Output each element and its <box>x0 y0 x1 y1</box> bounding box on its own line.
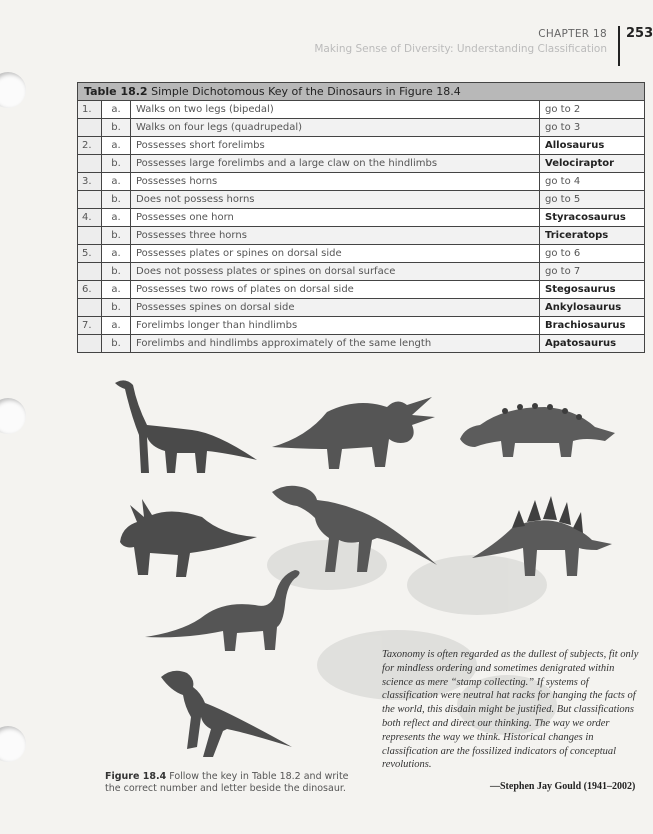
row-description: Does not possess plates or spines on dorsal surface <box>131 263 540 281</box>
chapter-label: CHAPTER 18 <box>538 28 607 40</box>
row-result: go to 4 <box>540 173 645 191</box>
table-title-text: Simple Dichotomous Key of the Dinosaurs in Figure 18.4 <box>151 85 461 98</box>
row-letter: a. <box>102 137 131 155</box>
table-row <box>78 227 645 245</box>
table-row <box>78 155 645 173</box>
table-row <box>78 137 645 155</box>
table-row <box>78 101 645 119</box>
chapter-subtitle: Making Sense of Diversity: Understanding Classification <box>314 43 607 55</box>
row-number: 3. <box>78 173 102 191</box>
row-result: Apatosaurus <box>540 335 645 353</box>
binder-hole-top <box>0 72 26 108</box>
row-number: 7. <box>78 317 102 335</box>
header-divider <box>618 26 620 66</box>
figure-label: Figure 18.4 <box>105 771 167 782</box>
row-result: go to 2 <box>540 101 645 119</box>
row-description: Does not possess horns <box>131 191 540 209</box>
row-number <box>78 191 102 209</box>
row-result: Ankylosaurus <box>540 299 645 317</box>
row-letter: a. <box>102 281 131 299</box>
row-number <box>78 155 102 173</box>
row-number <box>78 299 102 317</box>
row-letter: b. <box>102 155 131 173</box>
row-letter: a. <box>102 209 131 227</box>
row-result: go to 3 <box>540 119 645 137</box>
apatosaurus-illustration <box>145 565 305 655</box>
running-header <box>314 28 607 55</box>
row-result: Brachiosaurus <box>540 317 645 335</box>
row-letter: b. <box>102 227 131 245</box>
table-row <box>78 335 645 353</box>
brachiosaurus-illustration <box>107 375 267 475</box>
row-number <box>78 335 102 353</box>
row-letter: b. <box>102 119 131 137</box>
table-row <box>78 119 645 137</box>
table-title <box>78 83 645 101</box>
row-description: Possesses two rows of plates on dorsal side <box>131 281 540 299</box>
stegosaurus-illustration <box>467 488 617 580</box>
table-row <box>78 245 645 263</box>
table-row <box>78 263 645 281</box>
row-letter: a. <box>102 245 131 263</box>
row-number <box>78 227 102 245</box>
table-row <box>78 209 645 227</box>
velociraptor-illustration <box>157 667 297 759</box>
row-result: go to 7 <box>540 263 645 281</box>
dichotomous-key-table <box>77 82 645 353</box>
figure-caption-text: Follow the key in Table 18.2 and write the correct number and letter beside the dinosaur. <box>105 771 349 794</box>
table-row <box>78 191 645 209</box>
table-row <box>78 173 645 191</box>
row-letter: b. <box>102 191 131 209</box>
row-description: Possesses three horns <box>131 227 540 245</box>
row-letter: b. <box>102 299 131 317</box>
triceratops-illustration <box>267 387 442 472</box>
row-result: Styracosaurus <box>540 209 645 227</box>
row-letter: a. <box>102 101 131 119</box>
row-number: 4. <box>78 209 102 227</box>
row-number: 1. <box>78 101 102 119</box>
row-description: Possesses horns <box>131 173 540 191</box>
table-row <box>78 299 645 317</box>
row-number <box>78 119 102 137</box>
row-description: Possesses plates or spines on dorsal side <box>131 245 540 263</box>
row-result: Triceratops <box>540 227 645 245</box>
row-result: Stegosaurus <box>540 281 645 299</box>
row-description: Forelimbs and hindlimbs approximately of the same length <box>131 335 540 353</box>
row-number: 5. <box>78 245 102 263</box>
page-number: 253 <box>626 26 653 41</box>
row-letter: a. <box>102 317 131 335</box>
row-description: Possesses one horn <box>131 209 540 227</box>
quote-attribution: —Stephen Jay Gould (1941–2002) <box>490 781 636 792</box>
row-description: Walks on two legs (bipedal) <box>131 101 540 119</box>
row-letter: b. <box>102 335 131 353</box>
table-row <box>78 281 645 299</box>
row-number: 6. <box>78 281 102 299</box>
table-body <box>78 101 645 353</box>
row-letter: a. <box>102 173 131 191</box>
row-number: 2. <box>78 137 102 155</box>
table-row <box>78 317 645 335</box>
row-result: go to 5 <box>540 191 645 209</box>
row-result: Allosaurus <box>540 137 645 155</box>
figure-caption <box>105 771 355 795</box>
row-number <box>78 263 102 281</box>
row-description: Walks on four legs (quadrupedal) <box>131 119 540 137</box>
row-letter: b. <box>102 263 131 281</box>
quote-text: Taxonomy is often regarded as the dullest of subjects, fit only for mindless ordering and sometimes denigrated within science as mere “stamp collecting.” If systems of classification were neutral hat racks for hanging the facts of the world, this disdain might be justified. But classifications both reflect and direct our thinking. The way we order represents the way we think. Historical changes in classification are the fossilized indicators of conceptual revolutions. <box>382 649 639 771</box>
row-description: Possesses spines on dorsal side <box>131 299 540 317</box>
row-result: go to 6 <box>540 245 645 263</box>
row-result: Velociraptor <box>540 155 645 173</box>
binder-hole-bottom <box>0 726 26 762</box>
row-description: Possesses short forelimbs <box>131 137 540 155</box>
ankylosaurus-illustration <box>455 397 620 462</box>
row-description: Possesses large forelimbs and a large claw on the hindlimbs <box>131 155 540 173</box>
table-label: Table 18.2 <box>84 85 148 98</box>
row-description: Forelimbs longer than hindlimbs <box>131 317 540 335</box>
binder-hole-middle <box>0 398 26 434</box>
